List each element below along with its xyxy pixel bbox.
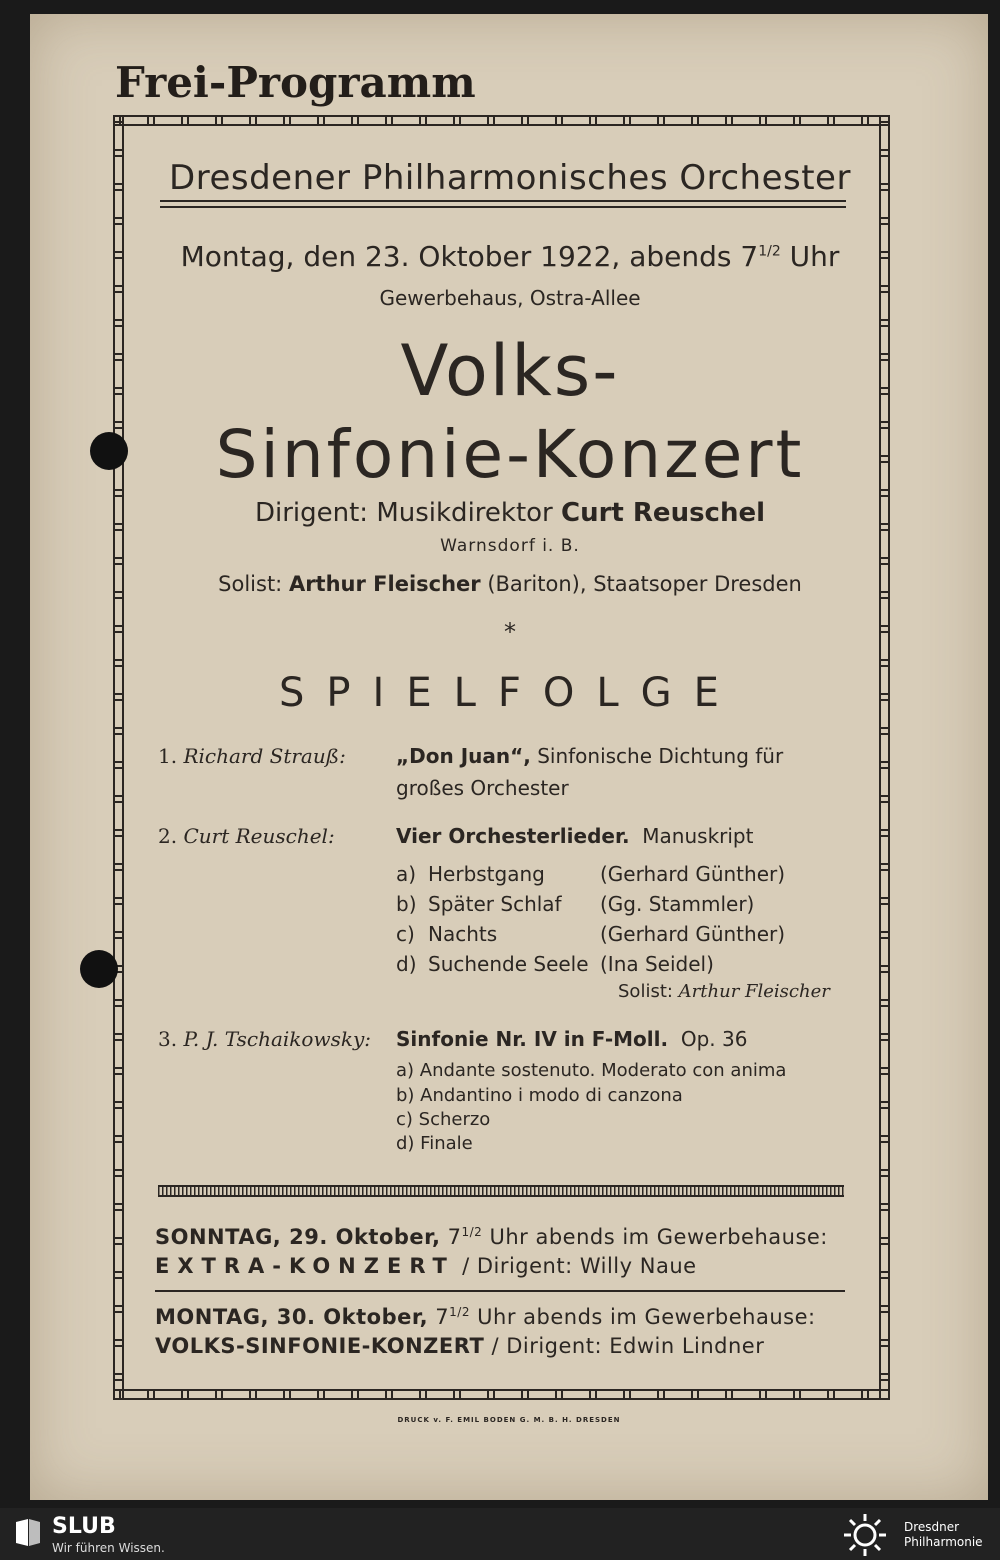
song-b-title: Später Schlaf bbox=[428, 892, 562, 916]
song-c-title: Nachts bbox=[428, 922, 498, 946]
program-item-1-work: „Don Juan“, Sinfonische Dichtung für bbox=[396, 744, 784, 768]
soloist-line: Solist: Arthur Fleischer (Bariton), Staatsoper Dresden bbox=[218, 572, 802, 596]
upcoming-1-concert: EXTRA-KONZERT / Dirigent: Willy Naue bbox=[155, 1254, 697, 1278]
movement-a: a) Andante sostenuto. Moderato con anima bbox=[396, 1060, 787, 1081]
song-d-letter: d) bbox=[396, 952, 417, 976]
orchestra-name: Dresdener Philharmonisches Orchester bbox=[169, 158, 851, 198]
punch-hole-bottom bbox=[80, 950, 118, 988]
partner-name-line1: Dresdner bbox=[904, 1520, 960, 1534]
frame-left bbox=[113, 115, 124, 1400]
song-b-letter: b) bbox=[396, 892, 417, 916]
program-item-1-work-line2: großes Orchester bbox=[396, 776, 569, 800]
song-c-letter: c) bbox=[396, 922, 415, 946]
concert-date: Montag, den 23. Oktober 1922, abends $7^{1/2}$ Uhr bbox=[180, 240, 840, 273]
song-a-poet: (Gerhard Günther) bbox=[600, 862, 786, 886]
program-item-1-composer: 1. Richard Strauß: bbox=[158, 744, 346, 768]
program-item-3-work: Sinfonie Nr. IV in F-Moll. Op. 36 bbox=[396, 1027, 748, 1051]
upcoming-1-date: SONNTAG, 29. Oktober, $7^{1/2}$ Uhr abends im Gewerbehause: bbox=[155, 1225, 828, 1249]
song-soloist: Solist: Arthur Fleischer bbox=[618, 981, 830, 1002]
philharmonie-sun-icon bbox=[840, 1512, 890, 1558]
conductor-line: Dirigent: Musikdirektor Curt Reuschel bbox=[254, 498, 766, 528]
program-item-2-composer: 2. Curt Reuschel: bbox=[158, 824, 335, 848]
movement-d: d) Finale bbox=[396, 1133, 473, 1154]
upcoming-2-concert: VOLKS-SINFONIE-KONZERT / Dirigent: Edwin Lindner bbox=[155, 1334, 765, 1358]
song-d-poet: (Ina Seidel) bbox=[600, 952, 714, 976]
song-a-letter: a) bbox=[396, 862, 417, 886]
ornamental-bar bbox=[158, 1185, 844, 1197]
song-d-title: Suchende Seele bbox=[428, 952, 589, 976]
program-sheet bbox=[30, 14, 988, 1500]
program-item-3-composer: 3. P. J. Tschaikowsky: bbox=[158, 1027, 372, 1051]
song-b-poet: (Gg. Stammler) bbox=[600, 892, 755, 916]
printer-imprint: DRUCK v. F. EMIL BODEN G. M. B. H. DRESDEN bbox=[397, 1416, 621, 1424]
movement-b: b) Andantino i modo di canzona bbox=[396, 1085, 683, 1106]
title-line-2: Sinfonie-Konzert bbox=[215, 416, 805, 493]
frame-right bbox=[879, 115, 890, 1400]
program-heading: SPIELFOLGE bbox=[279, 670, 741, 716]
movement-c: c) Scherzo bbox=[396, 1109, 491, 1130]
double-rule bbox=[160, 200, 846, 208]
partner-name-line2: Philharmonie bbox=[904, 1535, 983, 1549]
program-item-2-work: Vier Orchesterlieder. Manuskript bbox=[396, 824, 754, 848]
venue: Gewerbehaus, Ostra-Allee bbox=[379, 286, 641, 310]
song-c-poet: (Gerhard Günther) bbox=[600, 922, 786, 946]
footer-bar bbox=[0, 1508, 1000, 1560]
upcoming-2-date: MONTAG, 30. Oktober, $7^{1/2}$ Uhr abends im Gewerbehause: bbox=[155, 1305, 816, 1329]
frame-top bbox=[113, 115, 888, 126]
slub-name: SLUB bbox=[52, 1514, 116, 1539]
frame-bottom bbox=[113, 1389, 888, 1400]
song-a-title: Herbstgang bbox=[428, 862, 545, 886]
slub-tagline: Wir führen Wissen. bbox=[52, 1541, 165, 1555]
frei-programm-heading: Frei-Programm bbox=[115, 58, 476, 107]
upcoming-separator bbox=[155, 1290, 845, 1292]
star-ornament: * bbox=[504, 618, 516, 646]
title-line-1: Volks- bbox=[400, 330, 620, 412]
slub-book-icon bbox=[14, 1518, 42, 1548]
conductor-place: Warnsdorf i. B. bbox=[440, 536, 580, 556]
punch-hole-top bbox=[90, 432, 128, 470]
